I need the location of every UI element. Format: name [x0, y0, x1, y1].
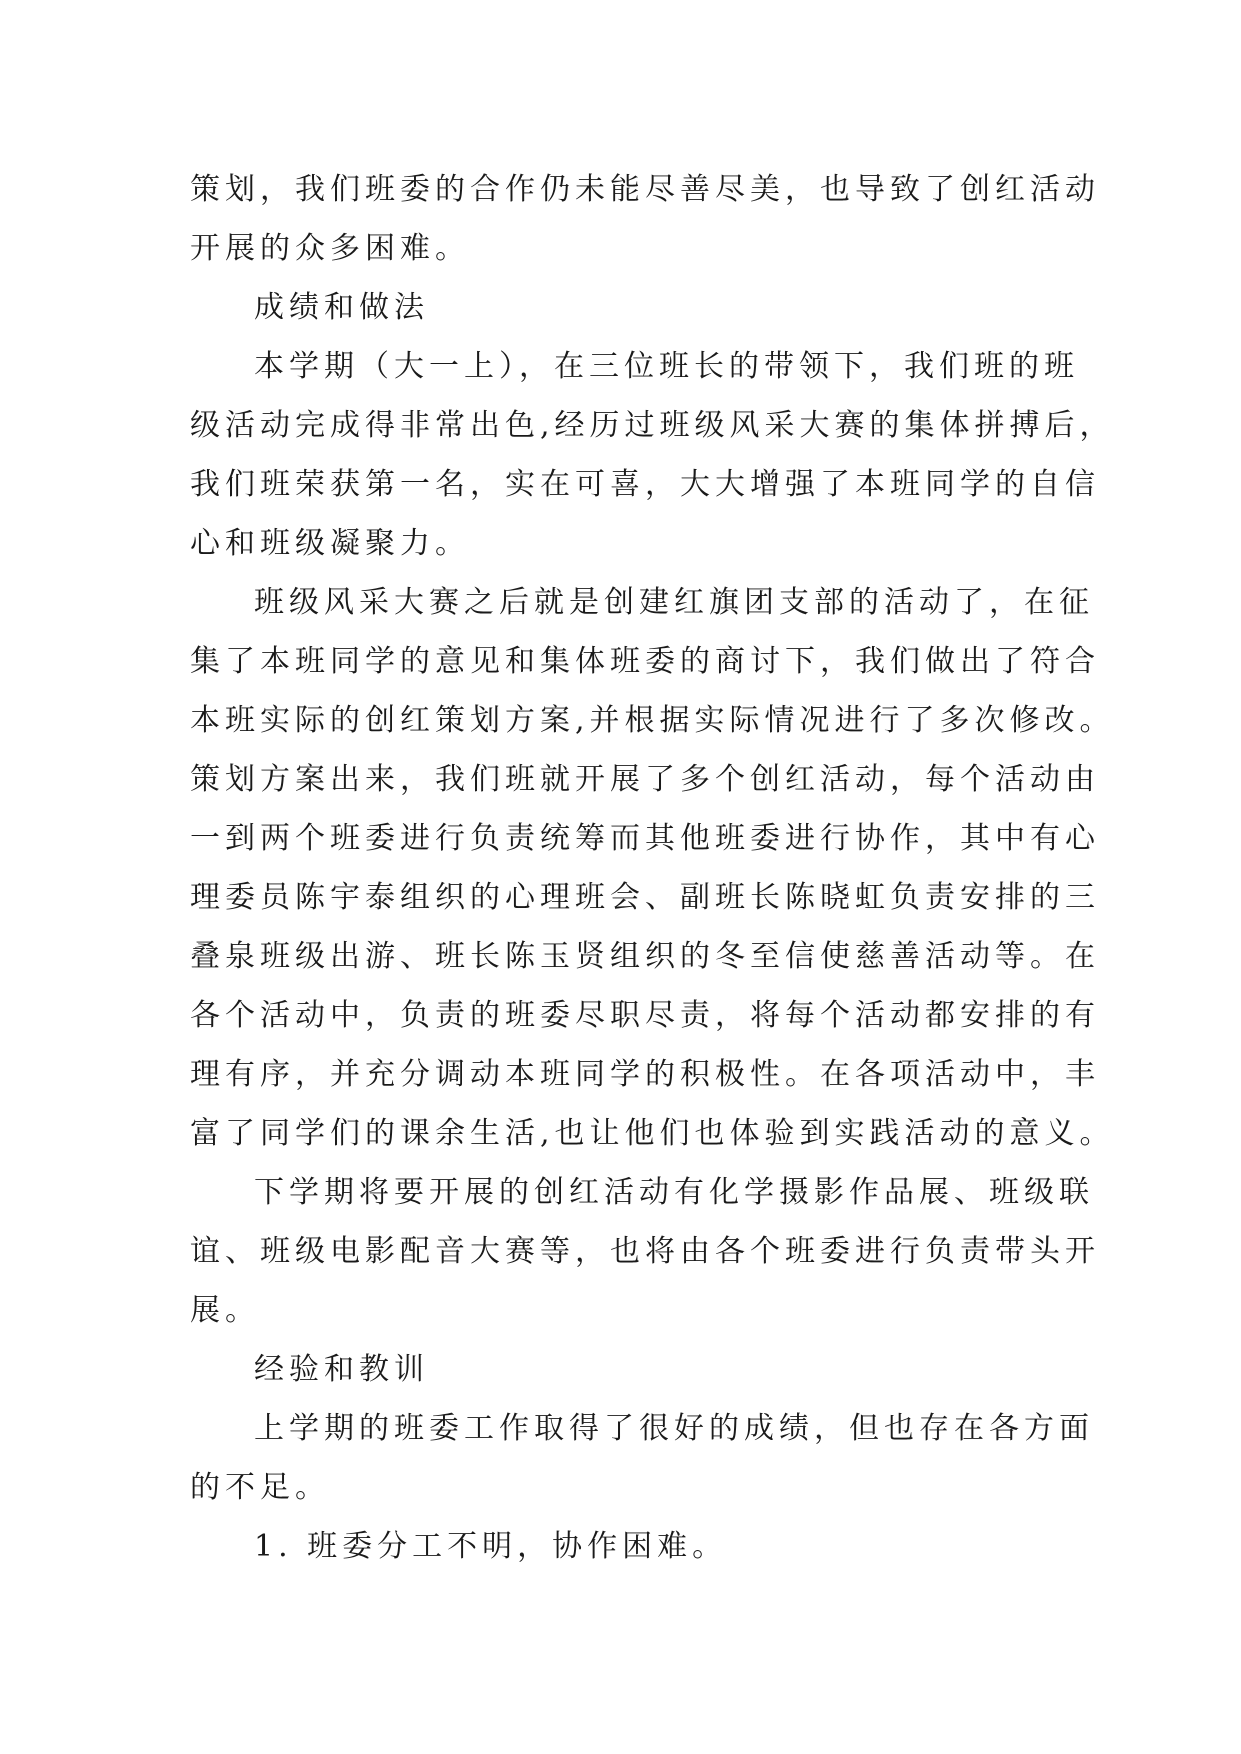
- paragraph-line: 的不足。: [190, 1470, 330, 1505]
- paragraph-line: 各个活动中，负责的班委尽职尽责，将每个活动都安排的有: [190, 998, 1100, 1033]
- paragraph-line: 策划，我们班委的合作仍未能尽善尽美，也导致了创红活动: [190, 172, 1100, 207]
- paragraph-line: 本学期（大一上），在三位班长的带领下，我们班的班: [254, 349, 1079, 384]
- paragraph-line: 叠泉班级出游、班长陈玉贤组织的冬至信使慈善活动等。在: [190, 939, 1100, 974]
- paragraph-line: 展。: [190, 1293, 260, 1328]
- paragraph-line: 理有序，并充分调动本班同学的积极性。在各项活动中，丰: [190, 1057, 1100, 1092]
- paragraph-line: 上学期的班委工作取得了很好的成绩，但也存在各方面: [254, 1411, 1094, 1446]
- paragraph-line: 谊、班级电影配音大赛等，也将由各个班委进行负责带头开: [190, 1234, 1100, 1269]
- paragraph-line: 一到两个班委进行负责统筹而其他班委进行协作，其中有心: [190, 821, 1100, 856]
- paragraph-line: 策划方案出来，我们班就开展了多个创红活动，每个活动由: [190, 762, 1100, 797]
- paragraph-line: 下学期将要开展的创红活动有化学摄影作品展、班级联: [254, 1175, 1094, 1210]
- paragraph-line: 我们班荣获第一名，实在可喜，大大增强了本班同学的自信: [190, 467, 1100, 502]
- paragraph-line: 班级风采大赛之后就是创建红旗团支部的活动了，在征: [254, 585, 1094, 620]
- section-heading-lessons: 经验和教训: [254, 1352, 429, 1387]
- paragraph-line: 级活动完成得非常出色,经历过班级风采大赛的集体拼搏后，: [190, 408, 1115, 443]
- list-item: 1. 班委分工不明，协作困难。: [254, 1529, 728, 1564]
- paragraph-line: 心和班级凝聚力。: [190, 526, 470, 561]
- paragraph-line: 理委员陈宇泰组织的心理班会、副班长陈晓虹负责安排的三: [190, 880, 1100, 915]
- paragraph-line: 本班实际的创红策划方案,并根据实际情况进行了多次修改。: [190, 703, 1115, 738]
- paragraph-line: 富了同学们的课余生活,也让他们也体验到实践活动的意义。: [190, 1116, 1115, 1151]
- section-heading-achievements: 成绩和做法: [254, 290, 429, 325]
- document-body: [190, 160, 1115, 1576]
- paragraph-line: 开展的众多困难。: [190, 231, 470, 266]
- paragraph-line: 集了本班同学的意见和集体班委的商讨下，我们做出了符合: [190, 644, 1100, 679]
